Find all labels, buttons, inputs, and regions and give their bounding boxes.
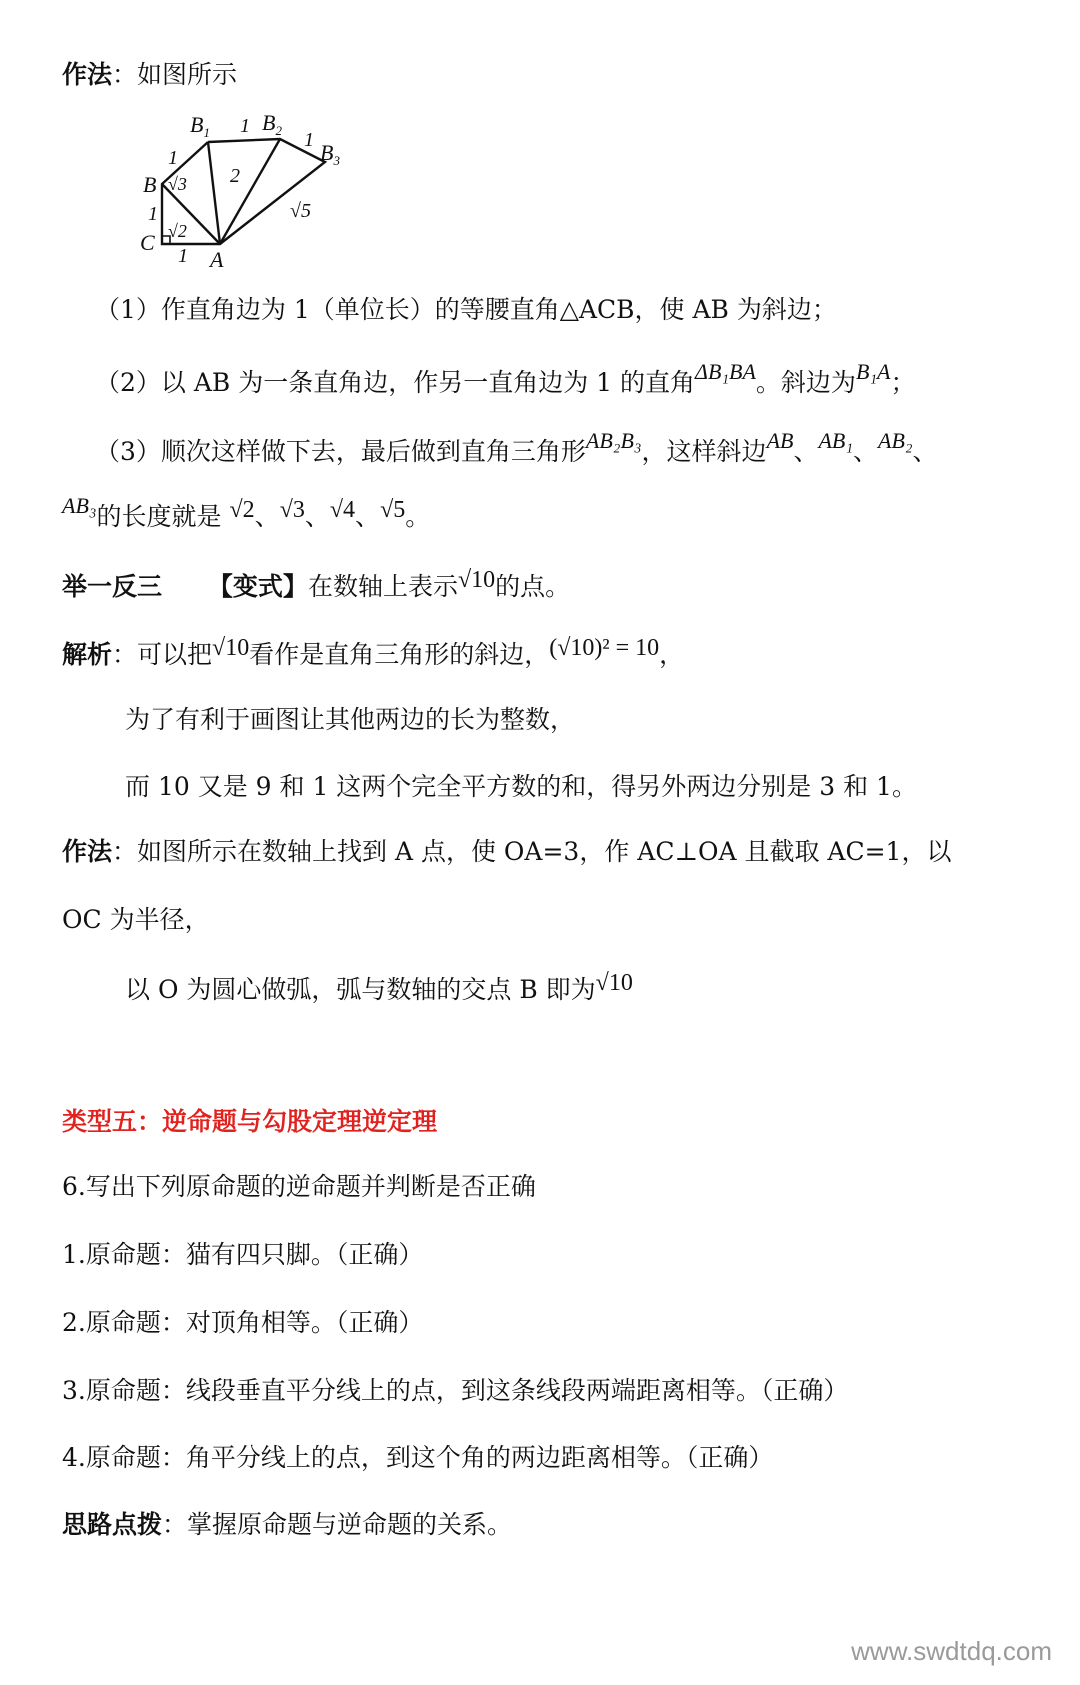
- segment-ab1: [208, 142, 220, 244]
- math-ab2: AB₂: [878, 428, 913, 453]
- variant-label: 举一反三: [62, 572, 163, 601]
- step-2: （2）以 AB 为一条直角边，作另一直角边为 1 的直角ΔB₁BA。斜边为B₁A；: [95, 359, 916, 397]
- method-text: 如图所示: [137, 60, 238, 89]
- q6-item-1: 1.原命题：猫有四只脚。（正确）: [62, 1240, 424, 1269]
- analysis-line-1: 解析：可以把√10看作是直角三角形的斜边，(√10)² = 10，: [62, 635, 685, 669]
- label-b2: $B_2$: [262, 112, 282, 138]
- math-triangle-b1ba: ΔB₁BA: [695, 359, 756, 384]
- step-3-cont: AB₃的长度就是 √2、√3、√4、√5。: [62, 493, 431, 531]
- hint-label: 思路点拨: [62, 1510, 163, 1539]
- hint-line: 思路点拨：掌握原命题与逆命题的关系。: [62, 1510, 513, 1539]
- section-title: 类型五：逆命题与勾股定理逆定理: [62, 1107, 438, 1136]
- edge-label-ab3: √5: [290, 200, 311, 222]
- method-label: 作法: [62, 60, 113, 89]
- edge-label-bc: 1: [148, 203, 158, 225]
- label-b1: $B_1$: [190, 112, 210, 140]
- math-b1a: B₁A: [855, 359, 891, 384]
- sqrt-10-method: √10: [595, 970, 633, 996]
- sqrt-3: √3: [279, 497, 305, 523]
- sqrt-10-variant: √10: [457, 567, 496, 593]
- method2-line-3: 以 O 为圆心做弧，弧与数轴的交点 B 即为√10: [125, 970, 633, 1004]
- label-b3: $B_3$: [320, 140, 340, 168]
- q6-title: 6.写出下列原命题的逆命题并判断是否正确: [62, 1172, 536, 1201]
- hint-text: 掌握原命题与逆命题的关系。: [187, 1510, 513, 1539]
- watermark: www.swdtdq.com: [851, 1636, 1052, 1666]
- label-a: A: [210, 247, 224, 272]
- step-1: （1）作直角边为 1（单位长）的等腰直角△ACB，使 AB 为斜边；: [95, 295, 837, 324]
- math-ab3: AB₃: [62, 493, 97, 518]
- edge-label-ca: 1: [178, 245, 188, 267]
- analysis-line-2: 为了有利于画图让其他两边的长为整数，: [125, 705, 576, 734]
- analysis-line-3: 而 10 又是 9 和 1 这两个完全平方数的和，得另外两边分别是 3 和 1。: [125, 772, 917, 801]
- analysis-label: 解析: [62, 640, 113, 669]
- method2-line-2: OC 为半径，: [62, 905, 210, 934]
- edge-label-b1b: 1: [168, 147, 178, 169]
- edge-label-b2b3: 1: [304, 129, 314, 151]
- method2-label: 作法: [62, 837, 113, 866]
- edge-label-b1b2: 1: [240, 115, 250, 137]
- label-b: B: [143, 172, 157, 197]
- sqrt-2: √2: [229, 497, 255, 523]
- equation-sqrt10-squared: (√10)² = 10: [549, 635, 660, 661]
- math-ab2b3: AB₂B₃: [585, 428, 642, 453]
- sqrt-10-analysis: √10: [212, 635, 250, 661]
- segment-ab2: [220, 139, 280, 244]
- construction-figure: [140, 112, 370, 282]
- q6-item-4: 4.原命题：角平分线上的点，到这个角的两边距离相等。（正确）: [62, 1443, 774, 1472]
- q6-item-3: 3.原命题：线段垂直平分线上的点，到这条线段两端距离相等。（正确）: [62, 1376, 849, 1405]
- edge-label-inner: √2: [168, 221, 187, 241]
- math-ab: AB: [766, 428, 794, 453]
- variant-line: 举一反三 【变式】在数轴上表示√10的点。: [62, 567, 571, 601]
- sqrt-5: √5: [380, 497, 406, 523]
- edge-label-ab: √3: [168, 174, 187, 194]
- sqrt-4: √4: [329, 497, 356, 523]
- step-3: （3）顺次这样做下去，最后做到直角三角形AB₂B₃，这样斜边AB、AB₁、AB₂、: [95, 428, 938, 466]
- edge-label-ab2: 2: [230, 165, 240, 187]
- method2-line-1: 作法：如图所示在数轴上找到 A 点，使 OA=3，作 AC⊥OA 且截取 AC=1，以: [62, 837, 952, 866]
- q6-item-2: 2.原命题：对顶角相等。（正确）: [62, 1308, 424, 1337]
- variant-bracket: 【变式】: [207, 572, 308, 601]
- math-ab1: AB₁: [818, 428, 853, 453]
- label-c: C: [140, 230, 155, 255]
- method-line-1: 作法：如图所示: [62, 60, 238, 89]
